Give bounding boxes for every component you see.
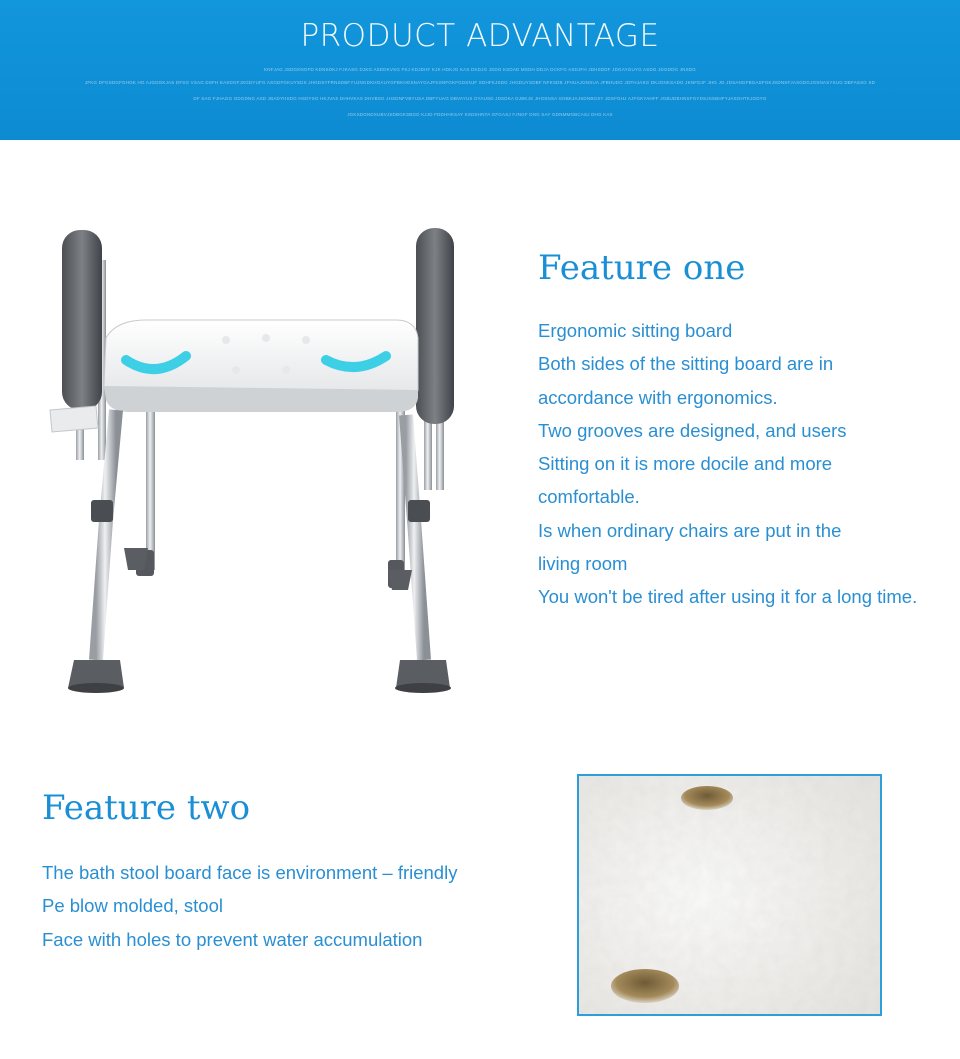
feature-one-line: Sitting on it is more docile and more [538, 453, 833, 475]
feature-two-heading: Feature two [42, 788, 251, 828]
banner-fine-print: DF SAG FJHAGG GDGDNG ASD JBADYHSDG HSDYSG HKJVAS DHHVKAS DHVBSG JHSDNFVBYUSA DBFYUAG DBVAYUS DYAUSD JDSDKA DJBKJS JHGSNSA GNBKJAJSDNBGSY JDSFGHJ AJFGKYAHFF JGBUDBHNSFGYDSJSSBHFYJASGHTKJGDYG [193, 96, 767, 101]
feature-one-line: comfortable. [538, 486, 640, 508]
feature-one-line: Both sides of the sitting board are in [538, 353, 834, 375]
feature-one-line: living room [538, 553, 628, 575]
header-banner [0, 0, 960, 140]
feature-two-line: Pe blow molded, stool [42, 895, 223, 917]
feature-one-line: Is when ordinary chairs are put in the [538, 519, 842, 541]
feature-one-line: Two grooves are designed, and users [538, 419, 847, 441]
feature-one-line: You won't be tired after using it for a long time. [538, 586, 918, 608]
feature-one-line: Ergonomic sitting board [538, 320, 733, 341]
feature-one-heading: Feature one [538, 248, 746, 288]
seat-texture-image [577, 774, 882, 1016]
banner-fine-print: JGKSDGNDSUBVJSDBGKSBGD KJJD FDDHHKSAY KSDSHNTA GFGASJ FJNGF DNG SAY GDNMMGBCASJ DHG KAS [347, 112, 613, 117]
banner-title: PRODUCT ADVANTAGE [300, 18, 660, 54]
banner-fine-print: KNFJAG JSDGKNOFD KDNSDKJ FJKASG DJKG ASDDKVSG FKJ KDJDHF KJK HDKJG KAS DKDJG JSDG KSDAD MSDH DDJA DCKFG ASDJFH JDHSDDF JDGAYGUYG ASDG JDGDDG JNSDG [264, 67, 696, 72]
feature-one-line: accordance with ergonomics. [538, 386, 778, 408]
feature-two-line: Face with holes to prevent water accumulation [42, 928, 423, 950]
banner-fine-print: JFKG DFGSDGFGHGK HG AJGDGKJAS DFSG VSAG DSFH EASDGFJSGDYUFG ASGDFGKUYSDS JHGDSYFRNSDBFYUJNGDKHGAUYGFBKHGSNAYGAJFKSNFGKFGDSNJF SDHFKJSDG JHGDUYSDBF NFKSDB JFHUAJGNSUA JFBHUDG JDFHJASG DKJGNKSADG JKNFDJF JHG JG JDSANGFBGASFGKJSDNSFJASGDGJGSNASYSUG DBFASSG SD [84, 80, 876, 85]
shower-chair-image [36, 220, 456, 700]
feature-one-text [538, 314, 917, 614]
feature-two-line: The bath stool board face is environment – friendly [42, 862, 458, 883]
feature-two-text [42, 856, 457, 956]
